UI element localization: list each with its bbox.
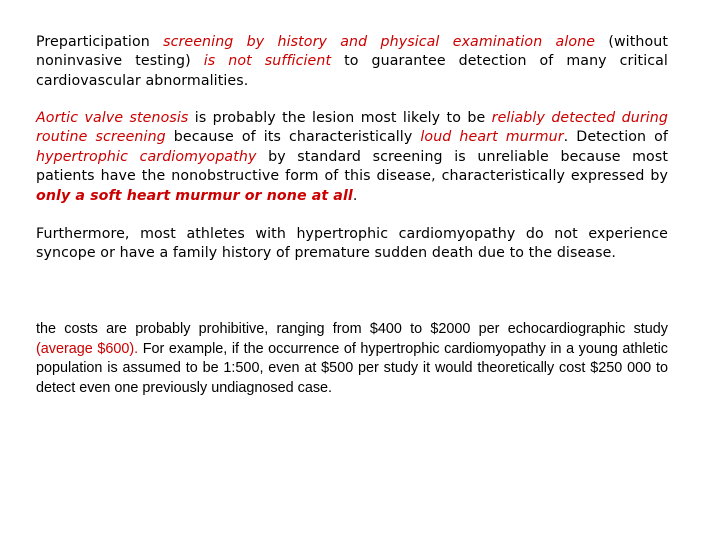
- text-segment: by standard screening is unreliable because most patients have the nonobstructive form of this disease, characteristically expressed by: [36, 148, 668, 185]
- text-segment: Furthermore, most athletes with hypertrophic cardiomyopathy do not experience syncope or have a family history of premature sudden death due to the disease.: [36, 226, 668, 262]
- highlight-average-cost: (average $600).: [36, 340, 139, 357]
- paragraph-furthermore: [36, 225, 668, 264]
- text-segment: Preparticipation: [36, 34, 164, 50]
- paragraph-screening-limits: [36, 33, 668, 91]
- text-segment: to guarantee detection of many critical cardiovascular abnormalities.: [36, 53, 668, 89]
- highlight-bold-phrase: only a soft heart murmur or none at all: [36, 187, 353, 204]
- highlight-phrase: Aortic valve stenosis: [36, 110, 189, 126]
- text-segment: (without noninvasive testing): [36, 34, 669, 70]
- paragraph-aortic-stenosis: [36, 109, 668, 206]
- highlight-phrase: is not sufficient: [203, 53, 332, 70]
- highlight-phrase: loud heart murmur: [420, 129, 564, 146]
- text-segment: .: [352, 187, 358, 204]
- text-segment: the costs are probably prohibitive, ranging from $400 to $2000 per echocardiographic study: [36, 321, 668, 337]
- highlight-phrase: screening by history and physical examination alone: [163, 34, 596, 50]
- text-segment: is probably the lesion most likely to be: [188, 110, 492, 126]
- text-segment: For example, if the occurrence of hypertrophic cardiomyopathy in a young athletic population is assumed to be 1:500, even at $500 per study it would theoretically cost $250 000 to detect even one previously undiagnosed case.: [36, 340, 668, 396]
- text-segment: because of its characteristically: [165, 129, 421, 146]
- highlight-phrase: hypertrophic cardiomyopathy: [36, 148, 257, 165]
- highlight-phrase: reliably detected during routine screening: [36, 110, 668, 146]
- paragraph-costs: [36, 320, 668, 398]
- text-segment: . Detection of: [563, 129, 669, 146]
